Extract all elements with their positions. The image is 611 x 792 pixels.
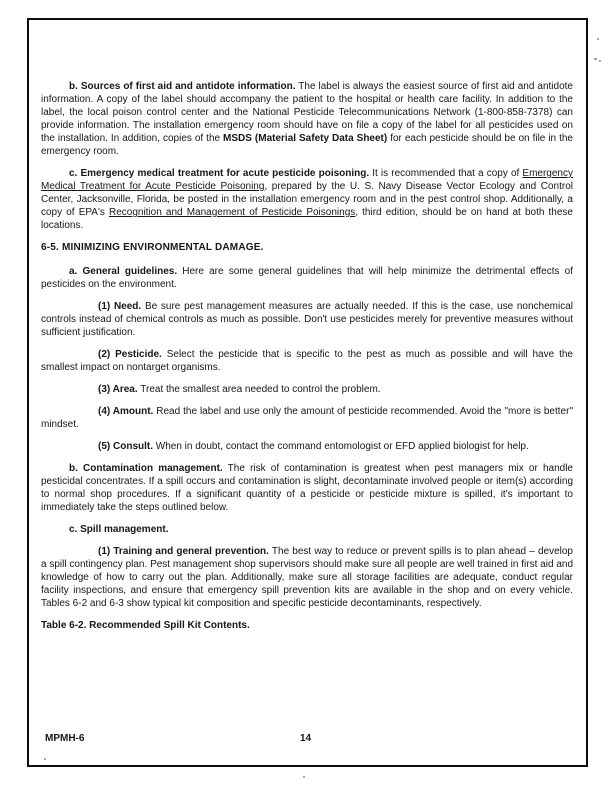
msds-bold-text: MSDS (Material Safety Data Sheet) (223, 133, 388, 144)
text-run: Treat the smallest area needed to control the problem. (137, 384, 381, 395)
paragraph-lead: (4) Amount. (98, 406, 154, 417)
paragraph-amount (41, 405, 573, 431)
paragraph-lead: (1) Training and general prevention. (98, 546, 269, 557)
paragraph-emergency-treatment (41, 167, 573, 232)
paragraph-training-prevention (41, 545, 573, 610)
paragraph-contamination-management (41, 462, 573, 514)
paragraph-sources-first-aid (41, 80, 573, 158)
text-run: It is recommended that a copy of (369, 168, 523, 179)
text-run: Select the pesticide that is specific to the pest as much as possible and will have the smallest impact on nontarget organisms. (41, 349, 573, 373)
scan-artifact-dot (303, 776, 305, 778)
section-heading-6-5: 6-5. MINIMIZING ENVIRONMENTAL DAMAGE. (41, 242, 264, 253)
paragraph-lead: (2) Pesticide. (98, 349, 162, 360)
table-6-2-caption: Table 6-2. Recommended Spill Kit Contents. (41, 620, 250, 631)
paragraph-consult (41, 440, 573, 453)
paragraph-lead: (1) Need. (98, 301, 142, 312)
scan-artifact-dot (599, 60, 601, 62)
paragraph-spill-management (41, 523, 573, 536)
paragraph-general-guidelines (41, 265, 573, 291)
underlined-title: Recognition and Management of Pesticide Poisonings (108, 207, 356, 218)
text-run: When in doubt, contact the command entomologist or EFD applied biologist for help. (153, 441, 529, 452)
paragraph-lead: a. General guidelines. (69, 266, 178, 277)
paragraph-lead: b. Sources of first aid and antidote information. (69, 81, 296, 92)
text-run: The best way to reduce or prevent spills is to plan ahead – develop a spill contingency plan. Pest management shop supervisors should make sure all people are well trained in first aid and knowledge of how to carry out the plan. Additionally, make sure all storage facilities are adequate, conduct regular facility inspections, and ensure that emergency spill prevention kits are available in the shop and on every vehicle. Tables 6-2 and 6-3 show typical kit composition and specific pesticide decontaminants, respectively. (41, 546, 573, 609)
scan-artifact-dot (594, 58, 597, 60)
text-run: Be sure pest management measures are actually needed. If this is the case, use nonchemical controls instead of chemical controls as much as possible. Don't use pesticides merely for preventive measures without sufficient justification. (41, 301, 574, 338)
text-run: Here are some general guidelines that will help minimize the detrimental effects of pesticides on the environment. (41, 266, 573, 290)
underlined-title: Emergency Medical Treatment for Acute Pesticide Poisoning (41, 168, 573, 192)
paragraph-pesticide (41, 348, 573, 374)
paragraph-lead: (3) Area. (98, 384, 138, 395)
scan-artifact-dot (44, 758, 46, 760)
paragraph-lead: b. Contamination management. (69, 463, 223, 474)
text-run: , prepared by the U. S. Navy Disease Vector Ecology and Control Center, Jacksonville, Florida, be posted in the installation emergency room and in the pest control shop. Additionally, a copy of EPA's (41, 181, 573, 218)
paragraph-area (41, 383, 573, 396)
text-run: , third edition, should be on hand at both these locations. (41, 207, 573, 231)
text-run: for each pesticide should be on file in the emergency room. (41, 133, 573, 157)
scan-artifact-dot (597, 38, 599, 40)
paragraph-need (41, 300, 573, 339)
paragraph-lead: c. Emergency medical treatment for acute pesticide poisoning. (69, 168, 370, 179)
text-run: The label is always the easiest source of first aid and antidote information. A copy of the label should accompany the patient to the hospital or health care facility. In addition to the label, the local poison control center and the National Pesticide Telecommunications Network (1-800-858-7378) can provide information. The installation emergency room should have on file a copy of the label for all pesticides used on the installation. In addition, copies of the (41, 81, 573, 144)
document-body (41, 80, 573, 632)
text-run: Read the label and use only the amount of pesticide recommended. Avoid the "more is better" mindset. (41, 406, 573, 430)
paragraph-lead: c. Spill management. (69, 524, 169, 535)
footer-page-number: 14 (299, 733, 312, 744)
text-run: The risk of contamination is greatest when pest managers mix or handle pesticidal concentrates. If a spill occurs and contamination is slight, decontaminate involved people or item(s) according to normal shop procedures. If a significant quantity of a pesticide or pesticide mixture is spilled, it's important to immediately take the steps outlined below. (41, 463, 573, 513)
footer-document-id: MPMH-6 (45, 733, 85, 744)
paragraph-lead: (5) Consult. (98, 441, 153, 452)
